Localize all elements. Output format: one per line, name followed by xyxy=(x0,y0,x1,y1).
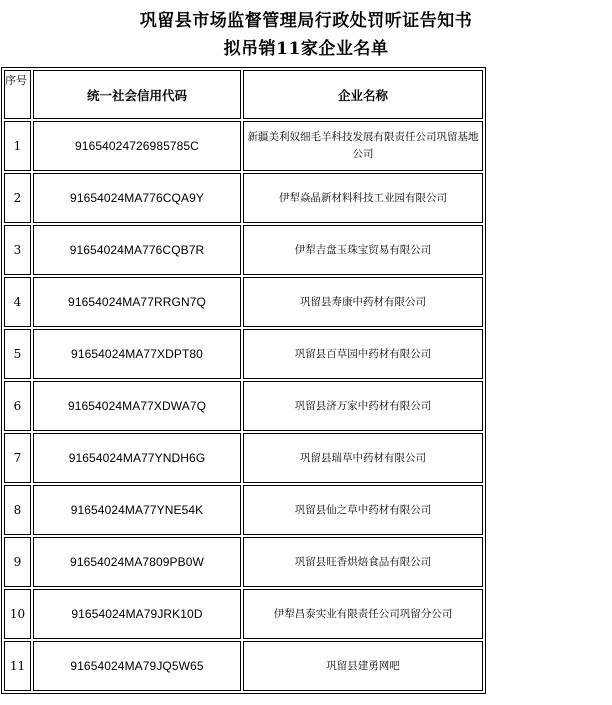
table-row xyxy=(4,329,483,379)
enterprise-name: 伊犁昌泰实业有限责任公司巩留分公司 xyxy=(243,589,483,639)
table-row xyxy=(4,381,483,431)
document-subtitle: 拟吊销11家企业名单 xyxy=(223,39,389,59)
table-row xyxy=(4,485,483,535)
row-number: 8 xyxy=(4,485,31,535)
table-header-row xyxy=(4,70,483,119)
enterprise-name: 巩留县旺香烘焙食品有限公司 xyxy=(243,537,483,587)
row-number: 5 xyxy=(4,329,31,379)
document-title: 巩留县市场监督管理局行政处罚听证告知书 xyxy=(139,11,473,31)
row-number: 1 xyxy=(4,121,31,171)
credit-code: 91654024MA77YNDH6G xyxy=(33,433,241,483)
enterprise-name: 巩留县百草园中药材有限公司 xyxy=(243,329,483,379)
credit-code: 91654024MA79JRK10D xyxy=(33,589,241,639)
credit-code: 91654024MA79JQ5W65 xyxy=(33,641,241,691)
enterprise-name: 巩留县济万家中药材有限公司 xyxy=(243,381,483,431)
table-row xyxy=(4,641,483,691)
enterprise-name: 巩留县建勇网吧 xyxy=(243,641,483,691)
credit-code: 91654024MA7809PB0W xyxy=(33,537,241,587)
table-row xyxy=(4,173,483,223)
enterprise-name: 新疆美利奴细毛羊科技发展有限责任公司巩留基地公司 xyxy=(243,121,483,171)
enterprise-name: 巩留县寿康中药材有限公司 xyxy=(243,277,483,327)
row-number: 7 xyxy=(4,433,31,483)
row-number: 11 xyxy=(4,641,31,691)
row-number: 10 xyxy=(4,589,31,639)
credit-code: 91654024MA77XDWA7Q xyxy=(33,381,241,431)
column-header-no: 序号 xyxy=(4,70,31,119)
credit-code: 91654024MA77YNE54K xyxy=(33,485,241,535)
table-row xyxy=(4,589,483,639)
enterprise-name: 巩留县仙之草中药材有限公司 xyxy=(243,485,483,535)
credit-code: 91654024MA776CQB7R xyxy=(33,225,241,275)
enterprise-table xyxy=(1,67,486,694)
table-row xyxy=(4,277,483,327)
table-row xyxy=(4,121,483,171)
row-number: 3 xyxy=(4,225,31,275)
credit-code: 91654024MA77RRGN7Q xyxy=(33,277,241,327)
enterprise-name: 伊犁吉盘玉珠宝贸易有限公司 xyxy=(243,225,483,275)
row-number: 2 xyxy=(4,173,31,223)
table-row xyxy=(4,225,483,275)
enterprise-name: 伊犁焱晶新材料科技工业园有限公司 xyxy=(243,173,483,223)
table-row xyxy=(4,537,483,587)
row-number: 4 xyxy=(4,277,31,327)
row-number: 9 xyxy=(4,537,31,587)
enterprise-name: 巩留县瑞草中药材有限公司 xyxy=(243,433,483,483)
row-number: 6 xyxy=(4,381,31,431)
credit-code: 91654024MA77XDPT80 xyxy=(33,329,241,379)
credit-code: 91654024MA776CQA9Y xyxy=(33,173,241,223)
column-header-code: 统一社会信用代码 xyxy=(33,70,241,119)
column-header-name: 企业名称 xyxy=(243,70,483,119)
table-row xyxy=(4,433,483,483)
credit-code: 91654024726985785C xyxy=(33,121,241,171)
